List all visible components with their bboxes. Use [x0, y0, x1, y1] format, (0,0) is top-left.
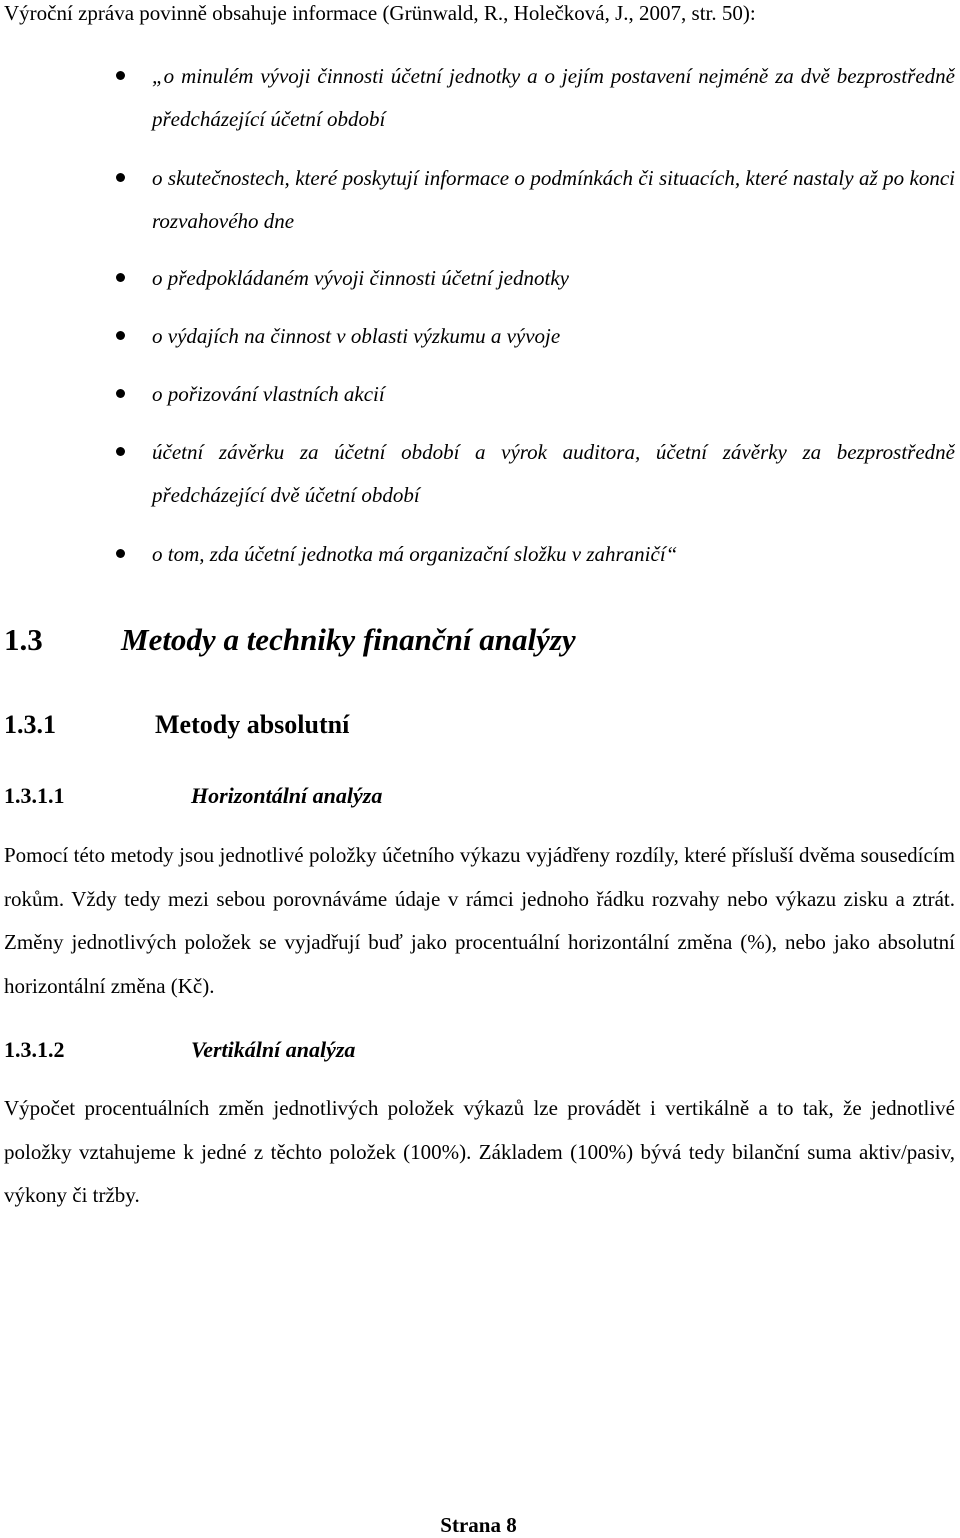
bullet-text: o tom, zda účetní jednotka má organizační složku v zahraničí“: [152, 542, 678, 566]
horizontal-analysis-title: Horizontální analýza: [191, 783, 383, 808]
section-title: Metody a techniky finanční analýzy: [121, 622, 576, 657]
bullet-dot-icon: [116, 273, 125, 282]
horizontal-analysis-number: 1.3.1.1: [4, 783, 65, 808]
vertical-analysis-title: Vertikální analýza: [191, 1037, 356, 1062]
bullet-text: o pořizování vlastních akcií: [152, 382, 385, 406]
bullet-item: [152, 55, 955, 141]
bullet-item: [152, 257, 955, 300]
page-number: Strana 8: [440, 1513, 517, 1537]
vertical-analysis-number: 1.3.1.2: [4, 1037, 65, 1062]
bullet-item: [152, 315, 955, 358]
bullet-item: [152, 373, 955, 416]
subsection-number: 1.3.1: [4, 710, 56, 739]
bullet-text: „o minulém vývoji činnosti účetní jednotky a o jejím postavení nejméně za dvě bezprostředně předcházející účetní období: [152, 64, 955, 131]
bullet-dot-icon: [116, 71, 125, 80]
bullet-text: o předpokládaném vývoji činnosti účetní jednotky: [152, 266, 569, 290]
bullet-dot-icon: [116, 389, 125, 398]
bullet-dot-icon: [116, 331, 125, 340]
bullet-item: [152, 157, 955, 243]
vertical-analysis-paragraph: Výpočet procentuálních změn jednotlivých položek výkazů lze provádět i vertikálně a to tak, že jednotlivé položky vztahujeme k jedné z těchto položek (100%). Základem (100%) bývá tedy bilanční suma aktiv/pasiv, výkony či tržby.: [4, 1096, 955, 1207]
page-footer: [0, 1512, 960, 1538]
bullet-list: [0, 0, 960, 600]
intro-line: Výroční zpráva povinně obsahuje informace (Grünwald, R., Holečková, J., 2007, str. 50):: [4, 1, 756, 25]
bullet-item: [152, 533, 955, 576]
bullet-dot-icon: [116, 549, 125, 558]
bullet-dot-icon: [116, 447, 125, 456]
subsection-title: Metody absolutní: [155, 710, 350, 739]
bullet-text: účetní závěrku za účetní období a výrok auditora, účetní závěrky za bezprostředně předcházející dvě účetní období: [152, 440, 955, 507]
bullet-item: [152, 431, 955, 517]
horizontal-analysis-paragraph: Pomocí této metody jsou jednotlivé položky účetního výkazu vyjádřeny rozdíly, které přísluší dvěma sousedícím rokům. Vždy tedy mezi sebou porovnáváme údaje v rámci jednoho řádku rozvahy nebo výkazu zisku a ztrát. Změny jednotlivých položek se vyjadřují buď jako procentuální horizontální změna (%), nebo jako absolutní horizontální změna (Kč).: [4, 843, 955, 998]
section-number: 1.3: [4, 622, 43, 657]
bullet-text: o výdajích na činnost v oblasti výzkumu a vývoje: [152, 324, 561, 348]
bullet-text: o skutečnostech, které poskytují informace o podmínkách či situacích, které nastaly až po konci rozvahového dne: [152, 166, 955, 233]
bullet-dot-icon: [116, 173, 125, 182]
